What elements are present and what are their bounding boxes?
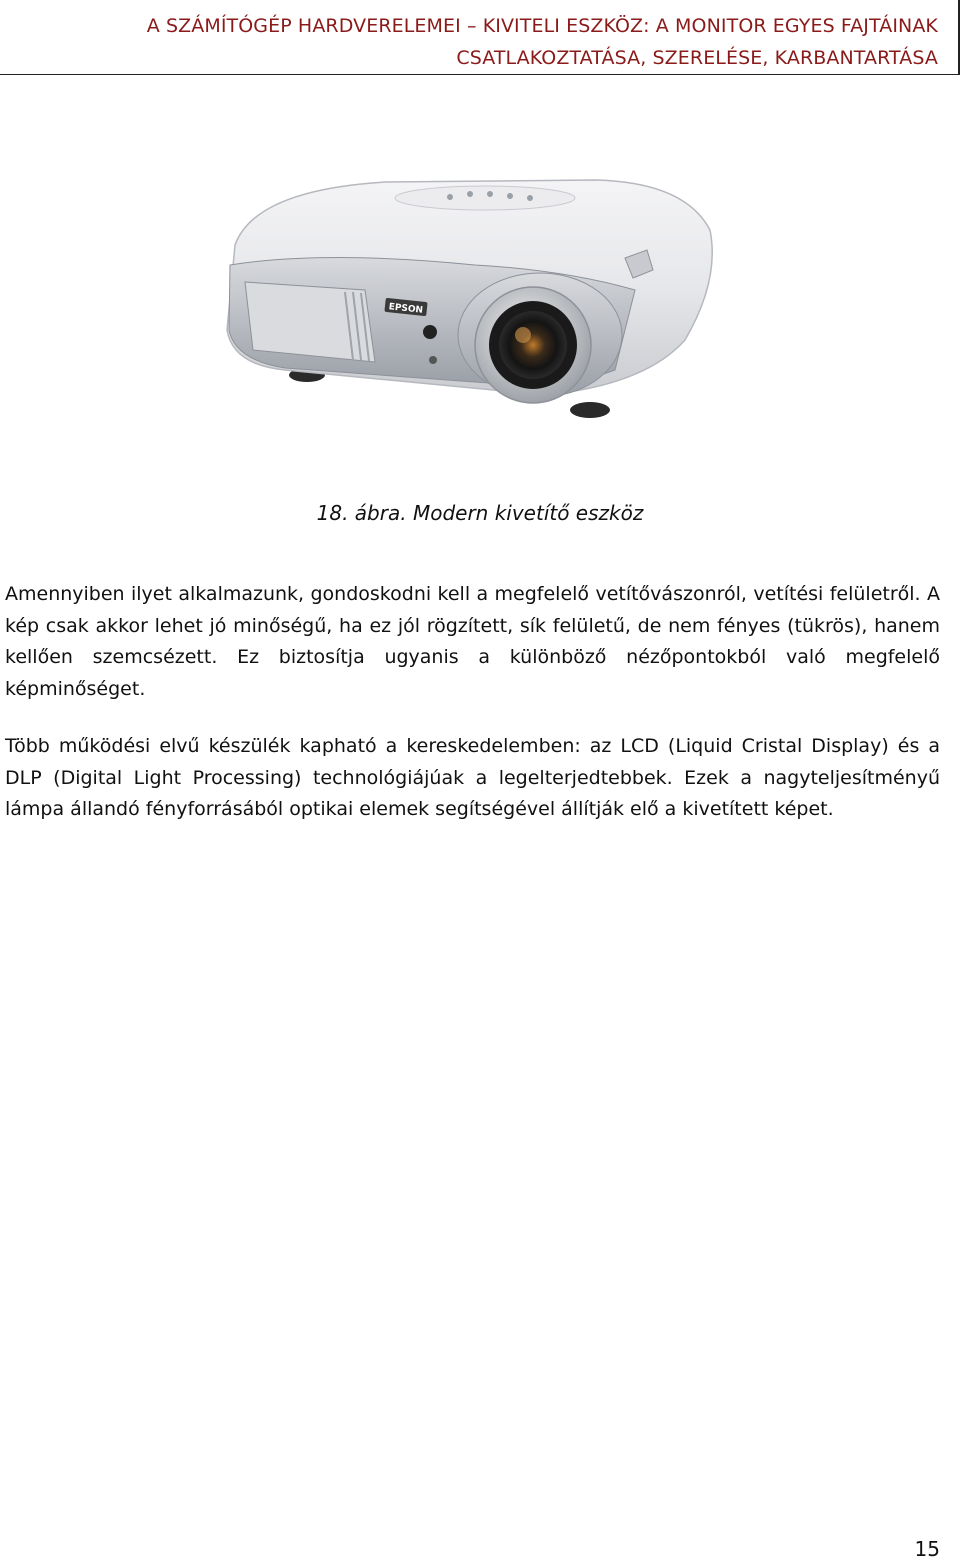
paragraph-1: Amennyiben ilyet alkalmazunk, gondoskodni kell a megfelelő vetítővászonról, vetítési felületről. A kép csak akkor lehet jó minőségű, ha ez jól rögzített, sík felületű, de nem fényes (tükrös), hanem kellően szemcsézett. Ez biztosítja ugyanis a különböző nézőpontokból való megfelelő képminőséget. [5,583,940,700]
projector-image [215,170,725,430]
page-number: 15 [914,1537,940,1561]
paragraph-2: Több működési elvű készülék kapható a kereskedelemben: az LCD (Liquid Cristal Display) és a DLP (Digital Light Processing) technológiájúak a legelterjedtebbek. Ezek a nagyteljesítményű lámpa állandó fényforrásából optikai elemek segítségével állítják elő a kivetített képet. [5,735,940,820]
header-title-line-2: CSATLAKOZTATÁSA, SZERELÉSE, KARBANTARTÁSA [456,47,938,69]
figure-caption: 18. ábra. Modern kivetítő eszköz [316,501,644,525]
page-header [0,0,960,75]
header-title-line-1: A SZÁMÍTÓGÉP HARDVERELEMEI – KIVITELI ESZKÖZ: A MONITOR EGYES FAJTÁINAK [146,15,938,37]
brand-label: EPSON [388,302,424,316]
